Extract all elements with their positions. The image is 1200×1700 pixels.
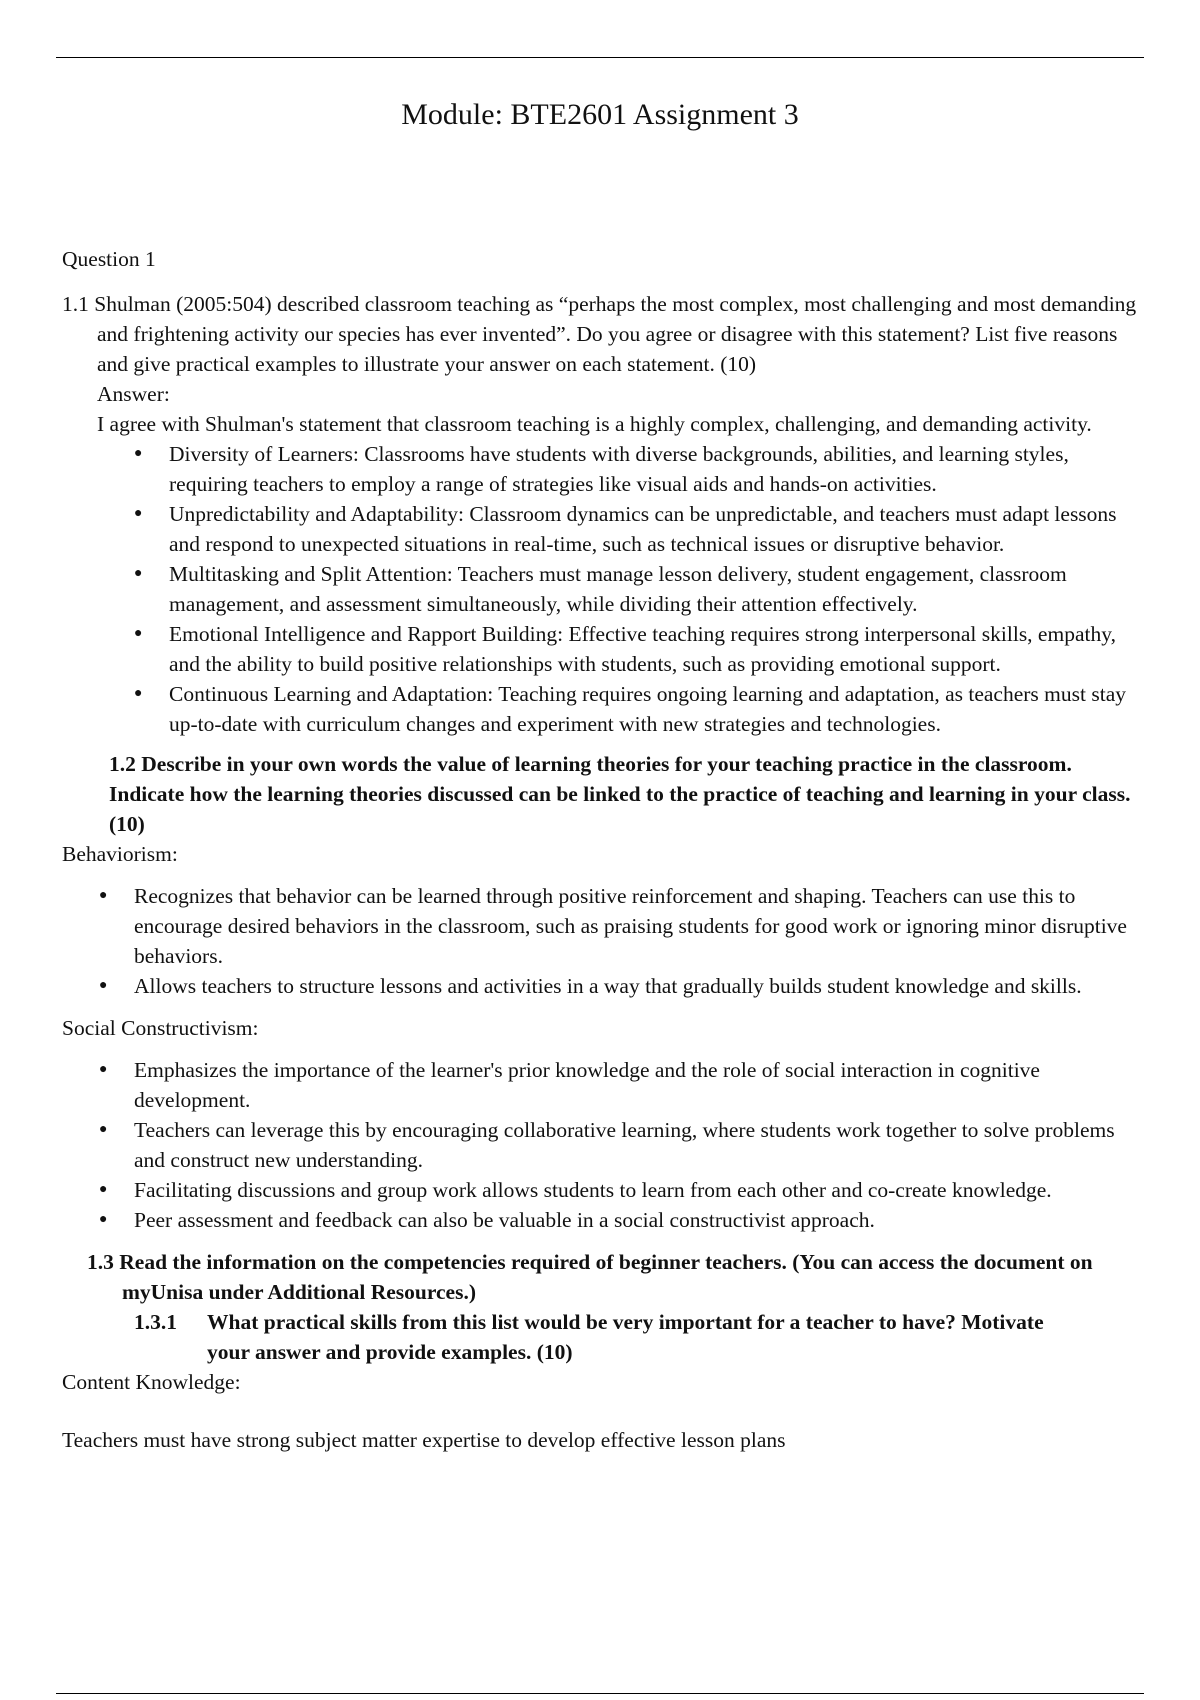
list-item: ● Diversity of Learners: Classrooms have students with diverse backgrounds, abilities, and learning styles, requiring teachers to employ a range of strategies like visual aids and hands-on activities. <box>169 439 1148 499</box>
bottom-rule <box>56 1693 1144 1694</box>
bullet-icon: ● <box>134 566 143 581</box>
document-body <box>62 244 1148 1455</box>
bullet-icon: ● <box>99 1062 108 1077</box>
list-item: ● Allows teachers to structure lessons and activities in a way that gradually builds student knowledge and skills. <box>134 971 1148 1001</box>
list-item: ● Continuous Learning and Adaptation: Teaching requires ongoing learning and adaptation, as teachers must stay up-to-date with curriculum changes and experiment with new strategies and technologies. <box>169 679 1148 739</box>
q1-1-question: 1.1 Shulman (2005:504) described classroom teaching as “perhaps the most complex, most challenging and most demanding and frightening activity our species has ever invented”. Do you agree or disagree with this statement? List five reasons and give practical examples to illustrate your answer on each statement. (10) <box>62 292 1137 376</box>
answer-label: Answer: <box>97 382 170 406</box>
bullet-icon: ● <box>99 1182 108 1197</box>
list-item: ● Peer assessment and feedback can also be valuable in a social constructivist approach. <box>134 1205 1148 1235</box>
bullet-icon: ● <box>99 978 108 993</box>
question-heading: Question 1 <box>62 247 156 271</box>
answer-intro: I agree with Shulman's statement that classroom teaching is a highly complex, challenging, and demanding activity. <box>97 412 1092 436</box>
document-title: Module: BTE2601 Assignment 3 <box>401 98 799 131</box>
list-item: ● Unpredictability and Adaptability: Classroom dynamics can be unpredictable, and teachers must adapt lessons and respond to unexpected situations in real-time, such as technical issues or disruptive behavior. <box>169 499 1148 559</box>
list-item: ● Multitasking and Split Attention: Teachers must manage lesson delivery, student engagement, classroom management, and assessment simultaneously, while dividing their attention effectively. <box>169 559 1148 619</box>
content-knowledge-text: Teachers must have strong subject matter expertise to develop effective lesson plans <box>62 1428 786 1452</box>
bullet-icon: ● <box>99 1122 108 1137</box>
list-item: ● Facilitating discussions and group work allows students to learn from each other and co-create knowledge. <box>134 1175 1148 1205</box>
list-item: ● Emphasizes the importance of the learner's prior knowledge and the role of social interaction in cognitive development. <box>134 1055 1148 1115</box>
list-item: ● Teachers can leverage this by encouraging collaborative learning, where students work together to solve problems and construct new understanding. <box>134 1115 1148 1175</box>
q1-3-1-text: What practical skills from this list would be very important for a teacher to have? Motivate your answer and provide examples. (10) <box>207 1310 1044 1364</box>
q1-1-reasons-list <box>62 439 1148 739</box>
bullet-icon: ● <box>134 626 143 641</box>
list-item: ● Recognizes that behavior can be learned through positive reinforcement and shaping. Teachers can use this to encourage desired behaviors in the classroom, such as praising students for good work or ignoring minor disruptive behaviors. <box>134 881 1148 971</box>
top-rule <box>56 57 1144 58</box>
q1-2-question: 1.2 Describe in your own words the value of learning theories for your teaching practice in the classroom. Indicate how the learning theories discussed can be linked to the practice of teaching and learning in your class. (10) <box>109 752 1131 836</box>
content-knowledge-label: Content Knowledge: <box>62 1370 241 1394</box>
q1-3-question: 1.3 Read the information on the competencies required of beginner teachers. (You can access the document on myUnisa under Additional Resources.) <box>87 1250 1093 1304</box>
bullet-icon: ● <box>99 1212 108 1227</box>
bullet-icon: ● <box>134 506 143 521</box>
constructivism-label: Social Constructivism: <box>62 1016 259 1040</box>
q1-3-1-question <box>62 1307 1148 1367</box>
bullet-icon: ● <box>134 446 143 461</box>
bullet-icon: ● <box>99 888 108 903</box>
constructivism-list <box>62 1055 1148 1235</box>
behaviorism-list <box>62 881 1148 1001</box>
q1-3-1-number: 1.3.1 <box>134 1310 177 1334</box>
list-item: ● Emotional Intelligence and Rapport Building: Effective teaching requires strong interpersonal skills, empathy, and the ability to build positive relationships with students, such as providing emotional support. <box>169 619 1148 679</box>
behaviorism-label: Behaviorism: <box>62 842 178 866</box>
bullet-icon: ● <box>134 686 143 701</box>
